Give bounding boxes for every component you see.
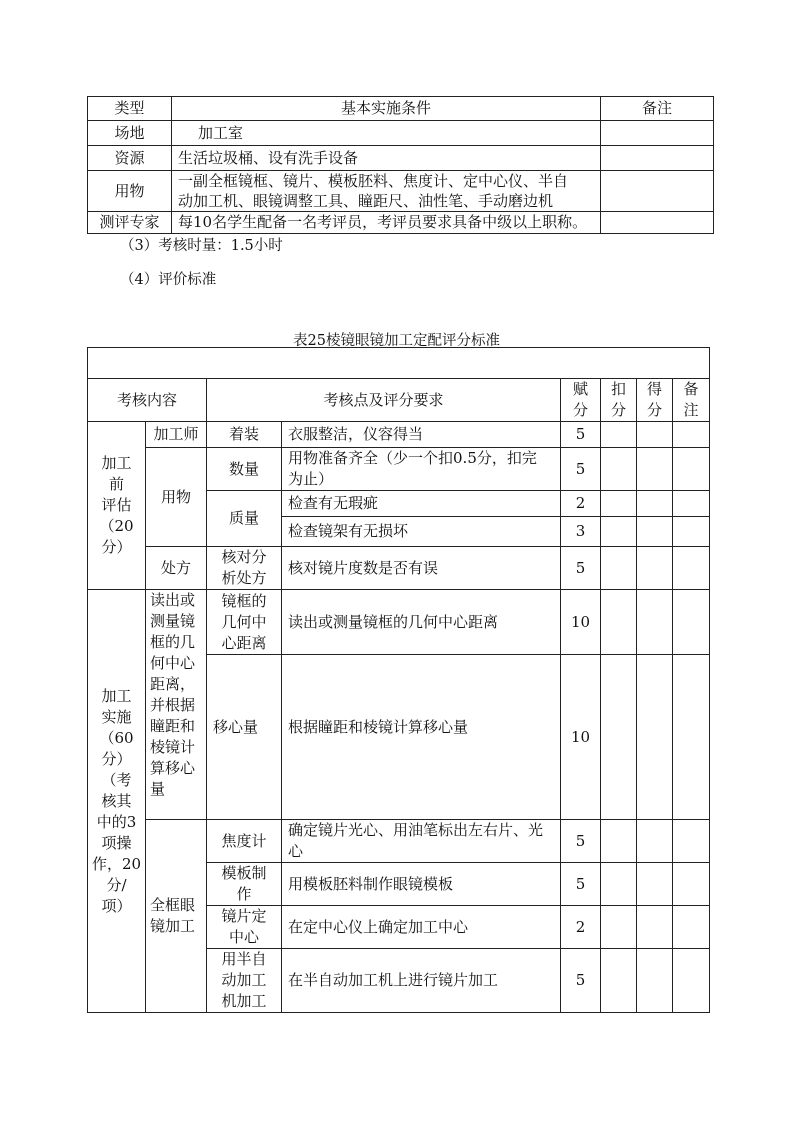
item-cell: 移心量: [207, 655, 282, 820]
conditions-table: [87, 96, 714, 234]
table-row: [88, 547, 710, 590]
score-cell: 3: [561, 517, 601, 547]
item-cell: 焦度计: [207, 820, 282, 863]
requirement-cell: 确定镜片光心、用油笔标出左右片、光 心: [282, 820, 561, 863]
table-caption: 表25棱镜眼镜加工定配评分标准: [293, 333, 500, 349]
header-content: 考核内容: [88, 379, 207, 422]
table-row: [88, 212, 714, 234]
header-note: 备注: [601, 97, 714, 121]
row-type: 用物: [88, 171, 172, 212]
item-cell: 用半自 动加工 机加工: [207, 949, 282, 1013]
header-got: 得 分: [637, 379, 673, 422]
item-cell: 质量: [207, 491, 282, 547]
group-cell: 用物: [146, 448, 207, 547]
scoring-table: [87, 347, 710, 1013]
requirement-cell: 检查有无瑕疵: [282, 491, 561, 517]
table-row: [88, 171, 714, 212]
table-header-row: [88, 379, 710, 422]
requirement-cell: 用模板胚料制作眼镜模板: [282, 863, 561, 906]
header-deduct: 扣 分: [601, 379, 637, 422]
score-cell: 5: [561, 422, 601, 448]
group-cell: 加工师: [146, 422, 207, 448]
item-cell: 核对分 析处方: [207, 547, 282, 590]
score-cell: 5: [561, 949, 601, 1013]
row-type: 资源: [88, 146, 172, 171]
item-cell: 镜片定 中心: [207, 906, 282, 949]
requirement-cell: 用物准备齐全（少一个扣0.5分，扣完 为止）: [282, 448, 561, 491]
group-cell: 全框眼 镜加工: [146, 820, 207, 1013]
row-condition: 每10名学生配备一名考评员，考评员要求具备中级以上职称。: [172, 212, 601, 234]
row-note: [601, 121, 714, 146]
requirement-cell: 读出或测量镜框的几何中心距离: [282, 590, 561, 655]
row-note: [601, 212, 714, 234]
item-cell: 数量: [207, 448, 282, 491]
table-row: [88, 590, 710, 655]
row-condition: 加工室: [172, 121, 601, 146]
row-note: [601, 146, 714, 171]
score-cell: 5: [561, 820, 601, 863]
table-row: [88, 448, 710, 491]
exam-duration-text: （3）考核时量：1.5小时: [120, 238, 283, 254]
score-cell: 5: [561, 547, 601, 590]
table-header-row: [88, 97, 714, 121]
blank-title-row: [88, 348, 710, 379]
requirement-cell: 检查镜架有无损坏: [282, 517, 561, 547]
header-condition: 基本实施条件: [172, 97, 601, 121]
requirement-cell: 根据瞳距和棱镜计算移心量: [282, 655, 561, 820]
score-cell: 2: [561, 906, 601, 949]
table-row: [88, 422, 710, 448]
requirement-cell: 核对镜片度数是否有误: [282, 547, 561, 590]
row-type: 场地: [88, 121, 172, 146]
row-note: [601, 171, 714, 212]
header-score: 赋 分: [561, 379, 601, 422]
header-type: 类型: [88, 97, 172, 121]
header-note: 备 注: [673, 379, 710, 422]
table-row: [88, 121, 714, 146]
row-condition: 一副全框镜框、镜片、模板胚料、焦度计、定中心仪、半自 动加工机、眼镜调整工具、瞳距尺、油性笔、手动磨边机: [172, 171, 601, 212]
row-type: 测评专家: [88, 212, 172, 234]
item-cell: 镜框的 几何中 心距离: [207, 590, 282, 655]
requirement-cell: 在半自动加工机上进行镜片加工: [282, 949, 561, 1013]
group-cell: 处方: [146, 547, 207, 590]
item-cell: 着装: [207, 422, 282, 448]
row-condition: 生活垃圾桶、设有洗手设备: [172, 146, 601, 171]
requirement-cell: 衣服整洁，仪容得当: [282, 422, 561, 448]
score-cell: 10: [561, 590, 601, 655]
score-cell: 10: [561, 655, 601, 820]
table-row: [88, 820, 710, 863]
score-cell: 5: [561, 863, 601, 906]
section-processing: 加工 实施 （60 分） （考 核其 中的3 项操 作，20 分/ 项）: [88, 590, 146, 1013]
score-cell: 2: [561, 491, 601, 517]
header-points: 考核点及评分要求: [207, 379, 561, 422]
table-row: [88, 146, 714, 171]
score-cell: 5: [561, 448, 601, 491]
requirement-cell: 在定中心仪上确定加工中心: [282, 906, 561, 949]
evaluation-standard-heading: （4）评价标准: [120, 272, 217, 288]
item-cell: 模板制 作: [207, 863, 282, 906]
section-pre-assessment: 加工 前 评估 （20 分）: [88, 422, 146, 590]
group-cell: 读出或 测量镜 框的几 何中心 距离， 并根据 瞳距和 棱镜计 算移心 量: [146, 590, 207, 820]
